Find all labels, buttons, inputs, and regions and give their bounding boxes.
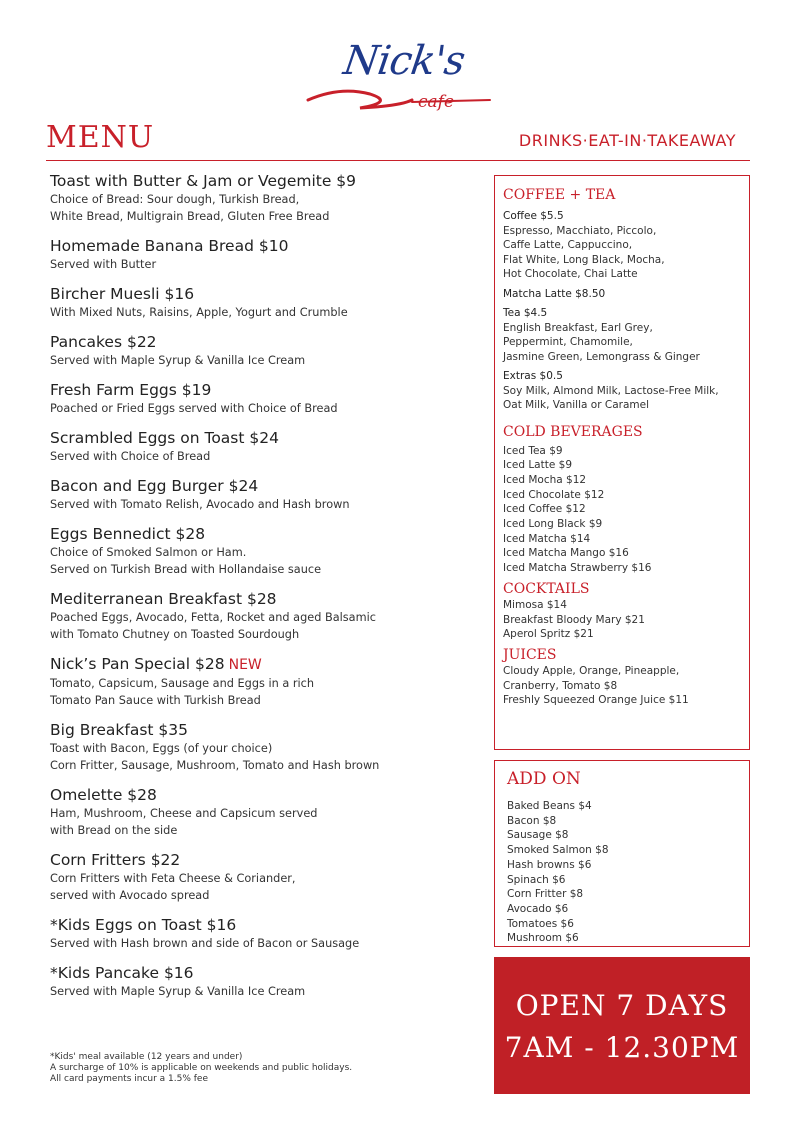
menu-item-name bbox=[50, 721, 470, 740]
list-item: Iced Chocolate $12 bbox=[503, 488, 605, 501]
menu-item bbox=[50, 916, 470, 952]
drink-group-detail: Jasmine Green, Lemongrass & Ginger bbox=[503, 350, 700, 363]
menu-item-description: Toast with Bacon, Eggs (of your choice) bbox=[50, 742, 273, 755]
menu-item-title: Toast with Butter & Jam or Vegemite $9 bbox=[50, 172, 357, 190]
opening-hours-banner bbox=[494, 957, 750, 1094]
drink-group-detail: English Breakfast, Earl Grey, bbox=[503, 321, 653, 334]
menu-item-title: Bircher Muesli $16 bbox=[50, 285, 195, 303]
menu-item-description: Choice of Smoked Salmon or Ham. bbox=[50, 546, 247, 559]
drink-group-detail: Oat Milk, Vanilla or Caramel bbox=[503, 399, 649, 411]
list-item: Iced Matcha Strawberry $16 bbox=[503, 562, 652, 575]
section-title-cocktails: COCKTAILS bbox=[503, 580, 590, 597]
section-title-add-on: ADD ON bbox=[507, 769, 581, 789]
menu-item bbox=[50, 721, 470, 774]
menu-item-description: Served with Tomato Relish, Avocado and Hash brown bbox=[50, 498, 350, 511]
drinks-panel bbox=[494, 175, 750, 750]
menu-item-title: Big Breakfast $35 bbox=[50, 721, 189, 739]
menu-item-title: Nick’s Pan Special $28 bbox=[50, 655, 225, 673]
menu-item-name bbox=[50, 429, 470, 448]
list-item: Spinach $6 bbox=[507, 873, 566, 886]
menu-item-name bbox=[50, 477, 470, 496]
page-title: MENU bbox=[46, 120, 155, 155]
menu-item-description: White Bread, Multigrain Bread, Gluten Free Bread bbox=[50, 210, 330, 223]
list-item: Iced Coffee $12 bbox=[503, 503, 586, 516]
menu-item bbox=[50, 525, 470, 578]
menu-item-title: Omelette $28 bbox=[50, 786, 157, 804]
menu-item-title: Corn Fritters $22 bbox=[50, 851, 181, 869]
menu-item bbox=[50, 285, 470, 321]
list-item: Corn Fritter $8 bbox=[507, 888, 584, 901]
menu-item-description: with Bread on the side bbox=[50, 824, 178, 837]
add-on-panel bbox=[494, 760, 750, 947]
opening-days: OPEN 7 DAYS bbox=[515, 989, 729, 1022]
drink-group-detail: Soy Milk, Almond Milk, Lactose-Free Milk, bbox=[503, 384, 719, 397]
footnotes bbox=[50, 1052, 470, 1085]
menu-item bbox=[50, 590, 470, 643]
cafe-logo bbox=[300, 28, 500, 118]
menu-item-title: *Kids Pancake $16 bbox=[50, 964, 194, 982]
menu-item bbox=[50, 964, 470, 1000]
menu-item bbox=[50, 851, 470, 904]
drink-group bbox=[503, 209, 741, 282]
menu-item-title: Fresh Farm Eggs $19 bbox=[50, 381, 212, 399]
list-item: Baked Beans $4 bbox=[507, 800, 592, 812]
logo-subtitle: cafe bbox=[418, 92, 455, 112]
menu-item-name bbox=[50, 916, 470, 935]
menu-item-title: Bacon and Egg Burger $24 bbox=[50, 477, 259, 495]
menu-item-title: *Kids Eggs on Toast $16 bbox=[50, 916, 237, 934]
list-item: Smoked Salmon $8 bbox=[507, 844, 609, 857]
menu-item-title: Eggs Bennedict $28 bbox=[50, 525, 206, 543]
list-item: Bacon $8 bbox=[507, 814, 557, 827]
menu-item bbox=[50, 237, 470, 273]
drink-group-detail: Flat White, Long Black, Mocha, bbox=[503, 253, 665, 266]
list-item: Avocado $6 bbox=[507, 902, 569, 915]
drink-group-heading: Tea $4.5 bbox=[503, 307, 548, 319]
menu-item-title: Mediterranean Breakfast $28 bbox=[50, 590, 277, 608]
list-item: Breakfast Bloody Mary $21 bbox=[503, 613, 645, 626]
footnote: A surcharge of 10% is applicable on weekends and public holidays. bbox=[50, 1063, 353, 1073]
menu-item-name bbox=[50, 172, 470, 191]
menu-item-description: Served with Maple Syrup & Vanilla Ice Cream bbox=[50, 985, 306, 998]
menu-item bbox=[50, 381, 470, 417]
drink-group-detail: Hot Chocolate, Chai Latte bbox=[503, 268, 638, 280]
drink-group bbox=[503, 287, 741, 302]
menu-item-description: with Tomato Chutney on Toasted Sourdough bbox=[50, 628, 300, 641]
menu-item-name bbox=[50, 786, 470, 805]
menu-item-name bbox=[50, 237, 470, 256]
list-item: Cloudy Apple, Orange, Pineapple, bbox=[503, 664, 680, 677]
drink-group-detail: Caffe Latte, Cappuccino, bbox=[503, 239, 633, 251]
list-item: Cranberry, Tomato $8 bbox=[503, 679, 618, 692]
menu-item-name bbox=[50, 525, 470, 544]
list-item: Freshly Squeezed Orange Juice $11 bbox=[503, 694, 689, 707]
menu-item-name bbox=[50, 381, 470, 400]
menu-item bbox=[50, 477, 470, 513]
header-divider bbox=[46, 160, 750, 161]
menu-item-description: served with Avocado spread bbox=[50, 889, 210, 902]
menu-item-name bbox=[50, 333, 470, 352]
menu-item-description: Ham, Mushroom, Cheese and Capsicum served bbox=[50, 807, 318, 820]
list-item: Iced Tea $9 bbox=[503, 444, 563, 457]
drink-group-detail: Espresso, Macchiato, Piccolo, bbox=[503, 224, 657, 237]
opening-hours: 7AM - 12.30PM bbox=[504, 1031, 740, 1064]
section-title-cold-beverages: COLD BEVERAGES bbox=[503, 423, 643, 440]
menu-item-description: Choice of Bread: Sour dough, Turkish Bread, bbox=[50, 193, 300, 206]
menu-item-title: Homemade Banana Bread $10 bbox=[50, 237, 289, 255]
menu-item-description: Tomato Pan Sauce with Turkish Bread bbox=[50, 694, 261, 707]
list-item: Aperol Spritz $21 bbox=[503, 628, 594, 641]
list-item: Iced Mocha $12 bbox=[503, 473, 587, 486]
logo-wordmark: Nick's bbox=[340, 38, 468, 84]
drink-group-heading: Extras $0.5 bbox=[503, 370, 563, 382]
list-item: Hash browns $6 bbox=[507, 858, 592, 871]
drink-group bbox=[503, 306, 741, 364]
menu-item-description: Served with Butter bbox=[50, 258, 157, 271]
menu-item bbox=[50, 786, 470, 839]
menu-item-description: Served with Choice of Bread bbox=[50, 450, 211, 463]
menu-item-title: Pancakes $22 bbox=[50, 333, 157, 351]
menu-item-description: Served with Hash brown and side of Bacon or Sausage bbox=[50, 937, 360, 950]
menu-item-description: Poached Eggs, Avocado, Fetta, Rocket and aged Balsamic bbox=[50, 611, 376, 624]
cocktails-list bbox=[503, 598, 741, 642]
juices-list bbox=[503, 664, 741, 708]
menu-item-name bbox=[50, 851, 470, 870]
menu-item-name bbox=[50, 285, 470, 304]
menu-item-description: Tomato, Capsicum, Sausage and Eggs in a rich bbox=[50, 677, 315, 690]
coffee-tea-groups bbox=[503, 209, 741, 413]
menu-item-description: With Mixed Nuts, Raisins, Apple, Yogurt and Crumble bbox=[50, 306, 348, 319]
menu-item-name bbox=[50, 655, 470, 675]
menu-item-description: Served on Turkish Bread with Hollandaise sauce bbox=[50, 563, 322, 576]
menu-item-name bbox=[50, 590, 470, 609]
drink-group-heading: Coffee $5.5 bbox=[503, 210, 564, 222]
header-tagline: DRINKS·EAT-IN·TAKEAWAY bbox=[518, 131, 736, 150]
drink-group-heading: Matcha Latte $8.50 bbox=[503, 287, 606, 300]
list-item: Iced Matcha $14 bbox=[503, 532, 591, 545]
menu-item-description: Corn Fritters with Feta Cheese & Coriander, bbox=[50, 872, 296, 885]
new-badge: NEW bbox=[228, 657, 262, 673]
list-item: Mushroom $6 bbox=[507, 932, 579, 945]
list-item: Iced Matcha Mango $16 bbox=[503, 547, 629, 560]
food-menu-list bbox=[50, 172, 470, 1012]
add-on-list bbox=[507, 799, 737, 946]
section-title-juices: JUICES bbox=[503, 646, 557, 663]
section-title-coffee-tea: COFFEE + TEA bbox=[503, 187, 616, 203]
menu-item bbox=[50, 655, 470, 709]
menu-item bbox=[50, 333, 470, 369]
menu-item-title: Scrambled Eggs on Toast $24 bbox=[50, 429, 279, 447]
menu-item-name bbox=[50, 964, 470, 983]
footnote: All card payments incur a 1.5% fee bbox=[50, 1074, 209, 1084]
list-item: Sausage $8 bbox=[507, 829, 569, 842]
footnote: *Kids' meal available (12 years and under) bbox=[50, 1052, 243, 1062]
menu-item bbox=[50, 172, 470, 225]
menu-item bbox=[50, 429, 470, 465]
menu-item-description: Poached or Fried Eggs served with Choice of Bread bbox=[50, 402, 338, 415]
list-item: Mimosa $14 bbox=[503, 598, 567, 611]
drink-group-detail: Peppermint, Chamomile, bbox=[503, 336, 633, 348]
menu-item-description: Corn Fritter, Sausage, Mushroom, Tomato and Hash brown bbox=[50, 759, 380, 772]
menu-item-description: Served with Maple Syrup & Vanilla Ice Cream bbox=[50, 354, 306, 367]
cold-beverages-list bbox=[503, 444, 741, 576]
list-item: Iced Latte $9 bbox=[503, 459, 573, 472]
list-item: Iced Long Black $9 bbox=[503, 518, 603, 531]
drink-group bbox=[503, 369, 741, 413]
list-item: Tomatoes $6 bbox=[507, 917, 574, 930]
